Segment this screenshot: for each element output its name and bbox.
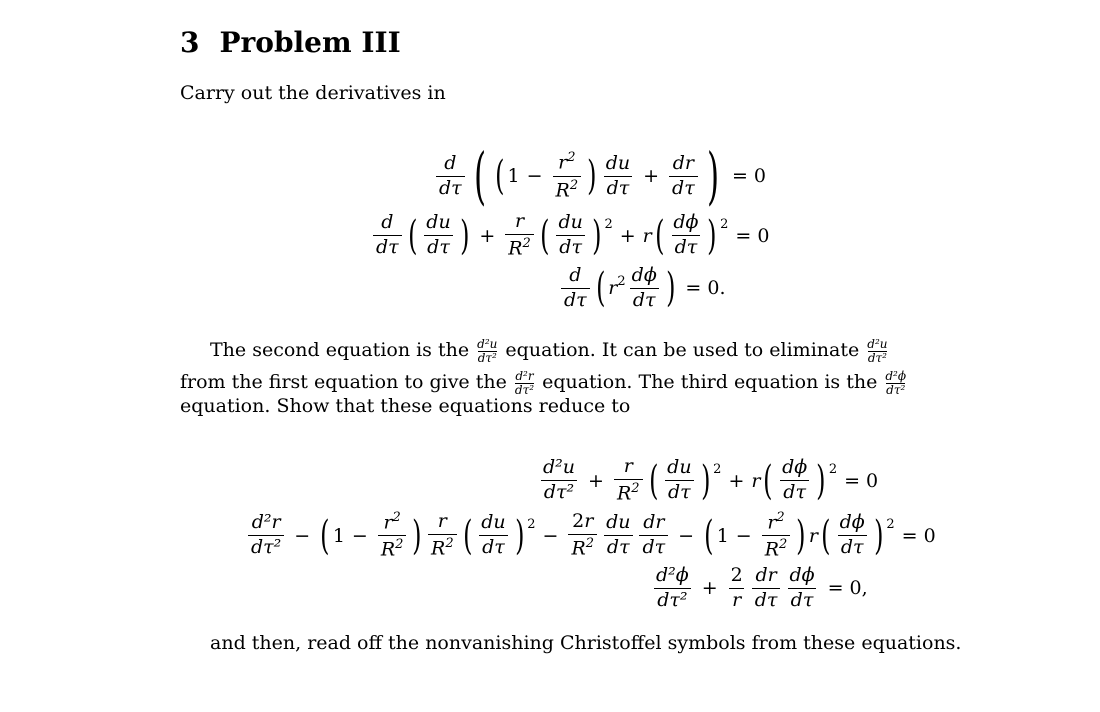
section-number: 3 bbox=[180, 26, 200, 59]
para-line-3: equation. Show that these equations reduce to bbox=[180, 395, 631, 417]
section-title: Problem III bbox=[219, 26, 401, 59]
equation-1c: $\frac{d}{d\tau}$ ( r 2 $\frac{d\phi}{d\tau}$ ) = 0. bbox=[558, 266, 733, 311]
outro-text: and then, read off the nonvanishing Christoffel symbols from these equations. bbox=[210, 632, 962, 654]
eq2-rhs3: = 0, bbox=[827, 577, 868, 600]
equation-1a: $\frac{d}{d\tau}$ ( ( 1 − $\frac{r^2}{R^2}$ ) $\frac{du}{d\tau}$ + $\frac{dr}{d\tau}$ ) = 0 bbox=[433, 145, 773, 207]
equation-2a: $\frac{\text{d²u}}{\text{dτ²}}$ + $\frac{r}{R^2}$ ( $\frac{du}{d\tau}$ ) 2 + r ( $\frac{d\phi}{d\tau}$ ) 2 = 0 bbox=[537, 457, 885, 504]
section-heading bbox=[180, 26, 401, 59]
equation-1b: $\frac{d}{d\tau}$ ( $\frac{du}{d\tau}$ ) + $\frac{r}{R^2}$ ( $\frac{du}{d\tau}$ ) 2 + r ( $\frac{d\phi}{d\tau}$ ) 2 = 0 bbox=[370, 212, 776, 259]
para-line-2: from the first equation to give the $\frac{\text{d²r}}{\text{dτ²}}$ equation. The third equation is the $\frac{\text{d²ϕ}}{\text{dτ²}}$ bbox=[180, 369, 907, 397]
equation-2b: $\frac{\text{d²r}}{\text{dτ²}}$ − ( 1 − $\frac{r^2}{R^2}$ ) $\frac{r}{R^2}$ ( $\frac{du}{d\tau}$ ) 2 − $\frac{2r}{R^2}$ $\frac{du}{d\tau}$ $\frac{dr}{d\tau}$ − ( 1 − $\frac{r^2}{R^2}$ ) r ( $\frac{d\phi}{d\tau}$ ) 2 = 0 bbox=[245, 511, 943, 561]
intro-text: Carry out the derivatives in bbox=[180, 82, 446, 104]
eq2-rhs2: = 0 bbox=[901, 524, 936, 547]
eq1-rhs3: = 0. bbox=[685, 277, 726, 300]
eq1-rhs1: = 0 bbox=[731, 165, 766, 187]
equation-2c: $\frac{\text{d²ϕ}}{\text{dτ²}}$ + $\frac{2}{r}$ $\frac{dr}{d\tau}$ $\frac{d\phi}{d\tau}$ = 0, bbox=[656, 564, 868, 611]
eq1-rhs2: = 0 bbox=[735, 224, 770, 247]
eq2-rhs1: = 0 bbox=[844, 469, 879, 492]
para-line-1: The second equation is the $\frac{\text{d²u}}{\text{dτ²}}$ equation. It can be used to eliminate $\frac{\text{d²u}}{\text{dτ²}}$ bbox=[210, 337, 888, 365]
